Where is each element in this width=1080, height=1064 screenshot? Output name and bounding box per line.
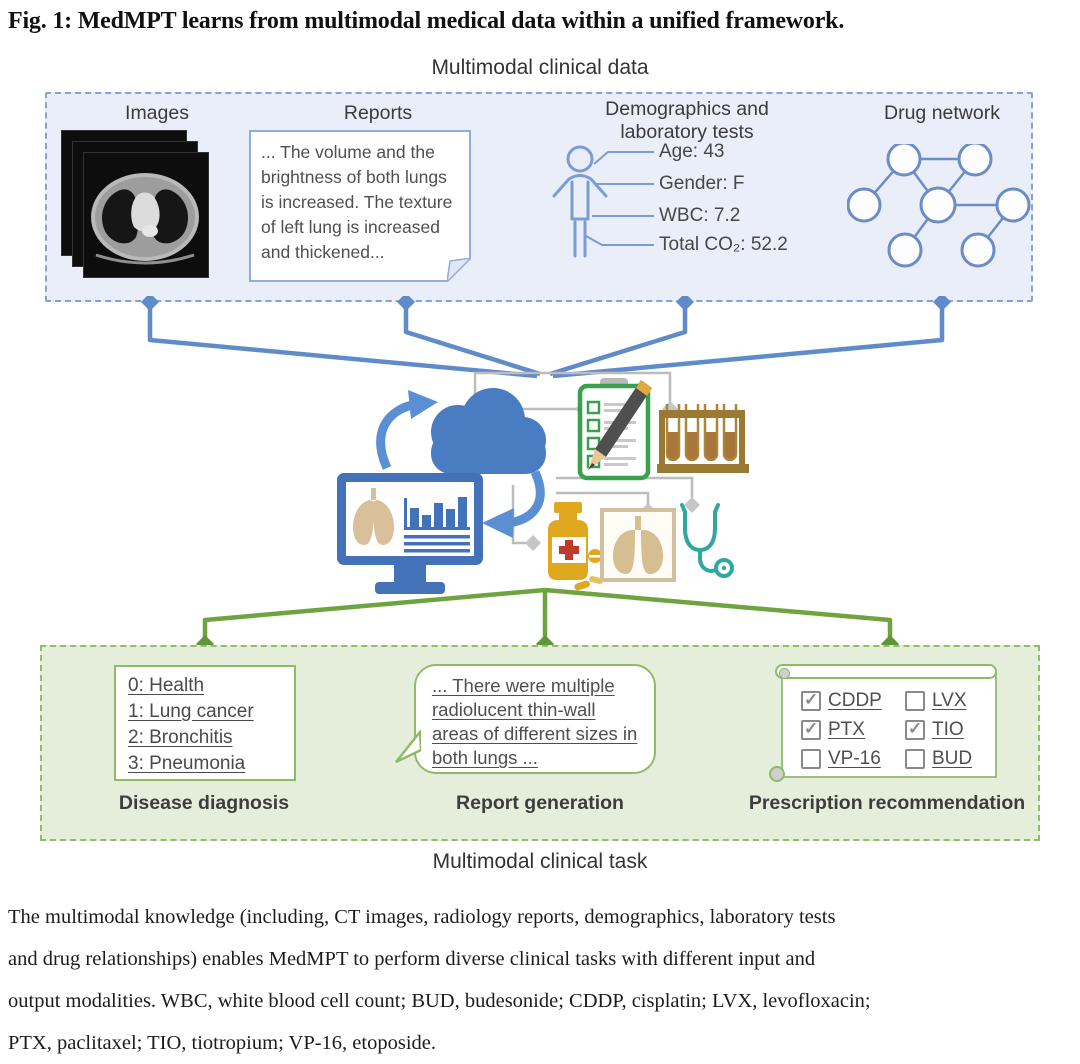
figure-caption [8,896,1074,1064]
lvx-checkbox [905,691,925,711]
diagnosis-task-label: Disease diagnosis [118,792,290,814]
diagnosis-item: 3: Pneumonia [128,753,246,774]
ptx-checkbox [801,720,821,740]
scroll-bottom-knob-icon [769,766,785,782]
rx-item-ptx: ✓ PTX [801,719,905,741]
gender-field: Gender: F [659,173,745,194]
tio-checkbox [905,720,925,740]
caption-line: PTX, paclitaxel; TIO, tiotropium; VP-16, etoposide. [8,1032,436,1054]
report-note-text: ... The volume and the brightness of both lungs is increased. The texture of left lung is increased and thickened... [261,142,453,262]
rx-item-bud: BUD [905,748,993,770]
drug-network-graph-icon [847,144,1047,279]
figure-title: Fig. 1: MedMPT learns from multimodal medical data within a unified framework. [8,8,845,34]
caption-line: and drug relationships) enables MedMPT to perform diverse clinical tasks with different input and [8,948,816,970]
test-tubes-icon [657,404,749,473]
wbc-field: WBC: 7.2 [659,205,741,226]
folded-corner-icon [447,258,471,282]
diagnosis-item: 0: Health [128,675,205,696]
blue-diamond-connectors [141,296,951,311]
rx-item-lvx: LVX [905,690,993,712]
co2-field: Total CO₂: 52.2 [659,234,788,255]
report-task-label: Report generation [456,792,624,814]
vp16-checkbox [801,749,821,769]
ct-axial-slice-icon [84,153,206,275]
rx-item-vp16: VP-16 [801,748,905,770]
stethoscope-icon [682,505,732,576]
chest-xray-icon [602,510,674,580]
images-section-label: Images [125,102,189,124]
scroll-top-roll [775,664,997,679]
multimodal-task-panel [40,645,1040,841]
prescription-task-label: Prescription recommendation [748,792,1026,814]
sync-arrow-up-icon [381,390,438,468]
prescription-scroll [775,664,997,778]
drug-network-section-label: Drug network [884,102,1000,124]
scroll-knob-icon [779,668,790,679]
ct-image-stack-icon [61,130,213,282]
multimodal-data-panel [45,92,1033,302]
diagnosis-item: 1: Lung cancer [128,701,254,722]
task-panel-title: Multimodal clinical task [432,850,648,873]
data-panel-title: Multimodal clinical data [431,56,649,79]
model-to-task-connector [0,586,1080,652]
generated-report-text: ... There were multiple radiolucent thin-wall areas of different sizes in both lungs ... [432,675,638,768]
age-field: Age: 43 [659,141,725,162]
cloud-icon [431,388,546,474]
report-speech-bubble [414,664,656,774]
diagnosis-list-box [114,665,296,781]
ct-slice-front [83,152,209,278]
monitor-icon [337,473,483,594]
rx-item-tio: ✓ TIO [905,719,993,741]
sync-arrow-down-icon [482,472,540,538]
cddp-checkbox [801,691,821,711]
prescription-checkbox-grid [801,690,993,770]
checklist-clipboard-icon [580,378,652,478]
medmpt-model-cluster [330,360,780,600]
rx-item-cddp: ✓ CDDP [801,690,905,712]
leader-lines [586,152,654,245]
reports-section-label: Reports [343,102,413,124]
speech-bubble-tail [395,730,421,764]
bud-checkbox [905,749,925,769]
caption-line: The multimodal knowledge (including, CT images, radiology reports, demographics, laboratory tests [8,906,836,928]
medicine-bottle-icon [548,502,604,591]
caption-line: output modalities. WBC, white blood cell count; BUD, budesonide; CDDP, cisplatin; LVX, levofloxacin; [8,990,871,1012]
demographics-section-label: Demographics and laboratory tests [605,98,769,143]
radiology-report-note [249,130,471,282]
diagnosis-item: 2: Bronchitis [128,727,233,748]
